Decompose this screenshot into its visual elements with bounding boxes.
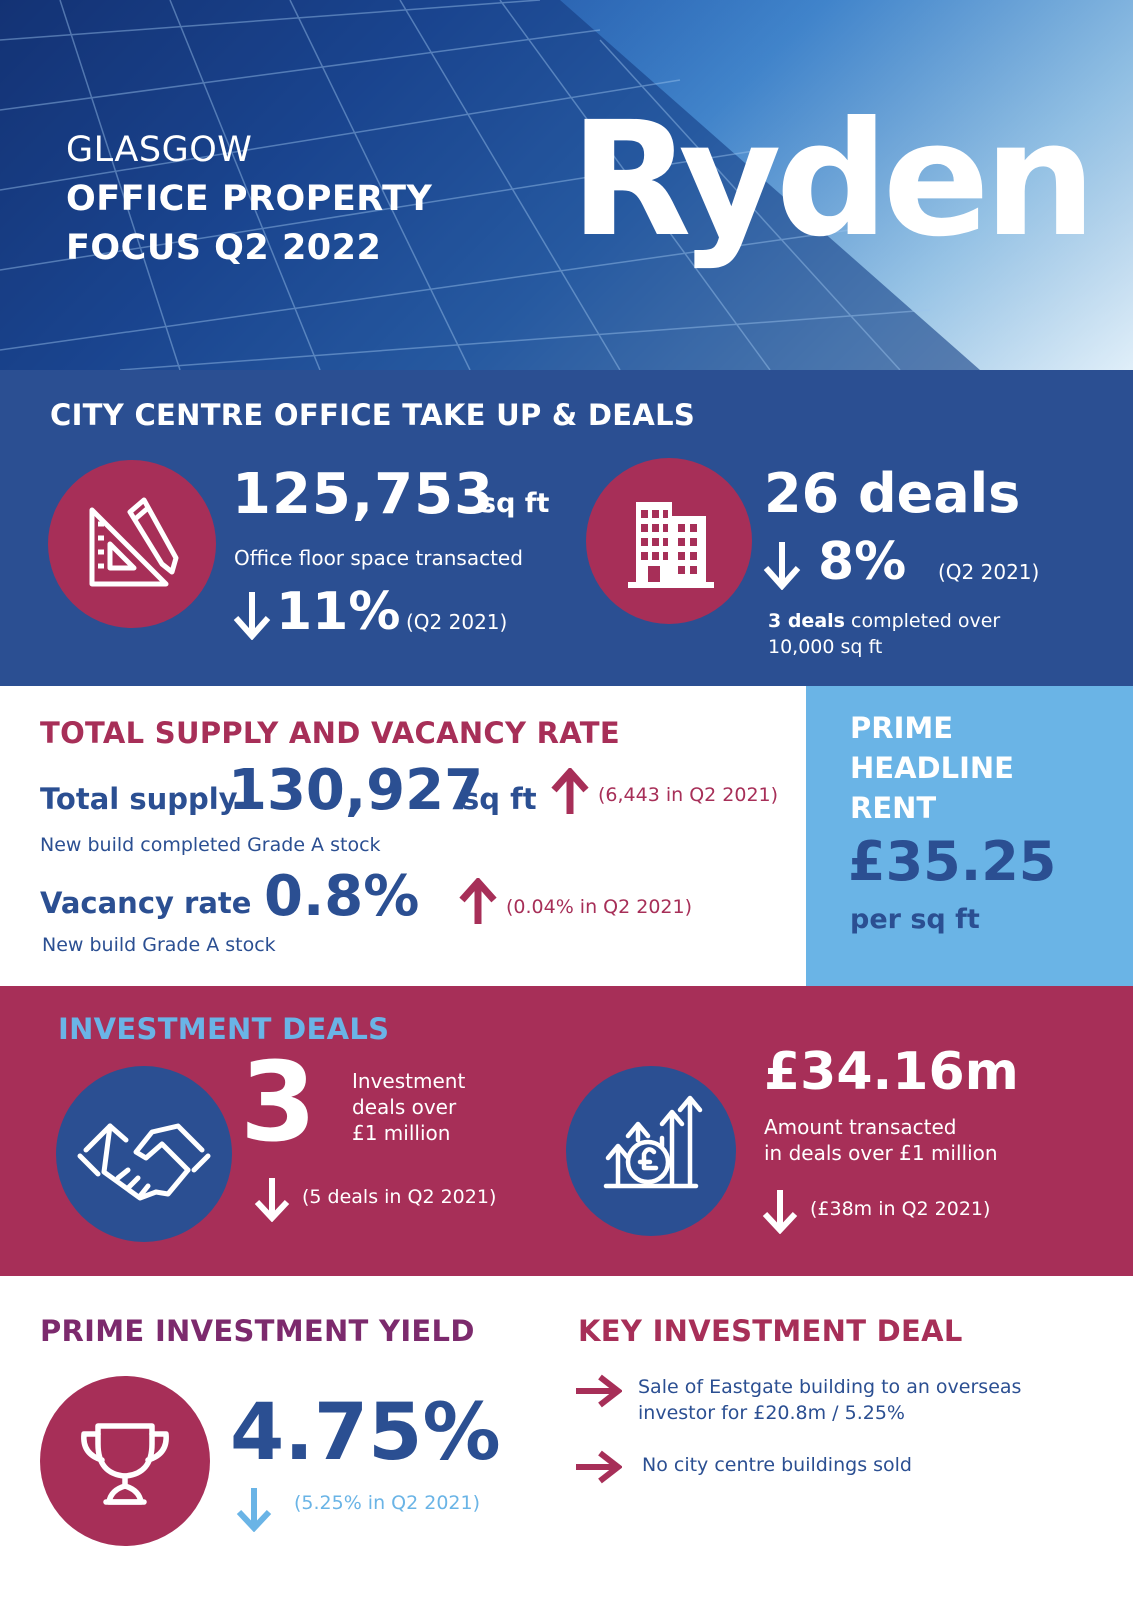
arrow-up-icon [458,878,498,926]
vacancy-rate-note: New build Grade A stock [42,934,276,956]
arrow-down-icon [236,1486,272,1532]
prime-rent-panel [806,686,1133,986]
yield-key-deal-section [0,1276,1133,1602]
vacancy-rate-comparison: (0.04% in Q2 2021) [506,896,693,918]
key-deal-item-1 [638,1374,1021,1426]
title-line-subject: OFFICE PROPERTY [66,179,433,219]
floorspace-value: 125,753 [232,462,495,527]
city-centre-section [0,370,1133,686]
floorspace-comparison: (Q2 2021) [406,610,508,634]
office-building-icon [586,458,752,624]
deals-note-line1: completed over [844,610,1001,632]
deals-count-value: 26 deals [764,462,1021,525]
arrow-right-icon [574,1450,622,1484]
prime-rent-value: £35.25 [848,830,1057,893]
investment-heading: INVESTMENT DEALS [58,1012,390,1046]
arrow-down-icon [254,1176,290,1222]
investment-amount-label [764,1114,998,1166]
arrow-right-icon [574,1374,622,1408]
investment-deals-line2: deals over [352,1095,457,1119]
handshake-icon [56,1066,232,1242]
key-deal-item-1-line2: investor for £20.8m / 5.25% [638,1402,905,1424]
prime-rent-line1: PRIME [850,711,954,745]
prime-rent-unit: per sq ft [850,904,980,935]
investment-amount-line2: in deals over £1 million [764,1141,998,1165]
deals-note [768,608,1000,660]
investment-deals-line3: £1 million [352,1121,451,1145]
key-deal-item-2: No city centre buildings sold [642,1454,912,1476]
investment-amount-line1: Amount transacted [764,1115,957,1139]
ruler-pencil-icon [48,460,216,628]
arrow-down-icon [762,1188,798,1234]
arrow-down-icon [232,590,272,640]
arrow-up-icon [550,768,590,816]
deals-change: 8% [818,532,907,592]
key-deal-item-1-line1: Sale of Eastgate building to an overseas [638,1376,1022,1398]
key-deal-heading: KEY INVESTMENT DEAL [578,1314,963,1348]
investment-amount-value: £34.16m [764,1042,1019,1102]
report-title [66,126,432,273]
investment-deals-label [352,1068,465,1146]
money-growth-icon-circle [566,1066,736,1236]
prime-yield-comparison: (5.25% in Q2 2021) [294,1492,481,1514]
investment-deals-value: 3 [240,1038,317,1166]
deals-comparison: (Q2 2021) [938,560,1040,584]
investment-deals-section [0,986,1133,1276]
city-centre-heading: CITY CENTRE OFFICE TAKE UP & DEALS [50,398,696,432]
deals-note-bold: 3 deals [768,610,845,632]
handshake-icon-circle [56,1066,232,1242]
investment-amount-comparison: (£38m in Q2 2021) [810,1198,991,1220]
total-supply-unit: sq ft [462,782,537,816]
investment-deals-line1: Investment [352,1069,466,1093]
total-supply-comparison: (6,443 in Q2 2021) [598,784,779,806]
prime-yield-value: 4.75% [230,1388,501,1478]
title-line-city: GLASGOW [66,130,253,170]
trophy-icon [40,1376,210,1546]
prime-rent-line3: RENT [850,791,937,825]
title-line-period: FOCUS Q2 2022 [66,228,382,268]
ryden-logo: Ryden [570,88,1091,272]
vacancy-rate-label: Vacancy rate [40,886,252,920]
vacancy-rate-value: 0.8% [264,864,420,929]
total-supply-value: 130,927 [228,758,484,823]
floorspace-unit: sq ft [480,488,550,519]
floorspace-change: 11% [276,582,401,642]
deals-icon-circle [586,458,752,624]
floorspace-label: Office floor space transacted [234,546,523,570]
deals-note-line2: 10,000 sq ft [768,636,883,658]
supply-vacancy-section [0,686,806,986]
total-supply-note: New build completed Grade A stock [40,834,381,856]
supply-heading: TOTAL SUPPLY AND VACANCY RATE [40,716,620,750]
prime-yield-heading: PRIME INVESTMENT YIELD [40,1314,475,1348]
arrow-down-icon [762,540,802,590]
total-supply-label: Total supply [40,782,238,816]
header-banner [0,0,1133,370]
prime-rent-line2: HEADLINE [850,751,1014,785]
money-growth-icon [566,1066,736,1236]
trophy-icon-circle [40,1376,210,1546]
investment-deals-comparison: (5 deals in Q2 2021) [302,1186,497,1208]
prime-rent-heading [850,708,1014,828]
floorspace-icon-circle [48,460,216,628]
